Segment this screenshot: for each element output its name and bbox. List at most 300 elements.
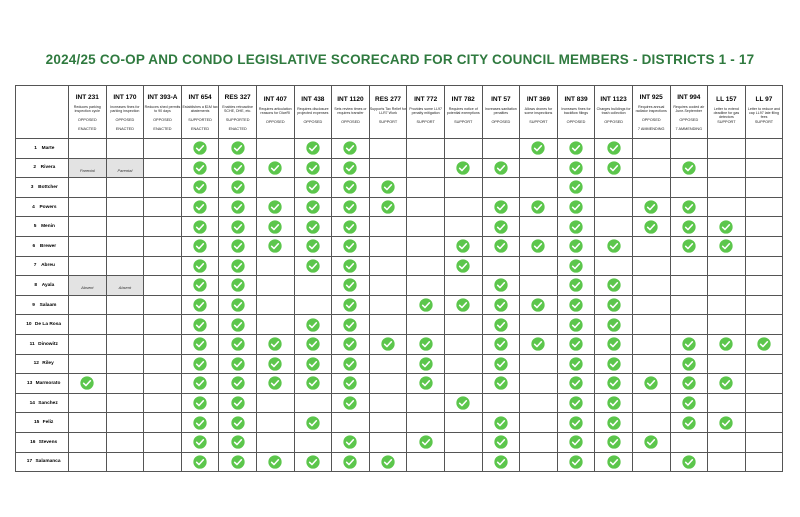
district-number: 11	[29, 341, 35, 347]
checkmark-circle-icon	[607, 357, 621, 371]
vote-cell	[144, 276, 182, 296]
vote-cell	[482, 354, 520, 374]
bill-header	[632, 86, 670, 139]
vote-cell	[294, 178, 332, 198]
checkmark-circle-icon	[268, 161, 282, 175]
checkmark-circle-icon	[569, 357, 583, 371]
district-number: 8	[34, 282, 38, 288]
bill-header	[219, 86, 257, 139]
checkmark-circle-icon	[231, 278, 245, 292]
checkmark-circle-icon	[306, 141, 320, 155]
checkmark-circle-icon	[644, 220, 658, 234]
vote-cell	[745, 178, 783, 198]
checkmark-circle-icon	[193, 416, 207, 430]
vote-cell	[632, 452, 670, 472]
vote-cell	[557, 295, 595, 315]
checkmark-circle-icon	[494, 298, 508, 312]
bill-header	[332, 86, 370, 139]
vote-cell	[69, 413, 107, 433]
vote-cell	[256, 354, 294, 374]
vote-cell	[181, 374, 219, 394]
bill-description: Reduces shed permits to 90 days	[144, 104, 181, 113]
vote-cell	[144, 256, 182, 276]
vote-cell	[407, 217, 445, 237]
checkmark-circle-icon	[193, 357, 207, 371]
vote-cell	[745, 432, 783, 452]
vote-cell	[595, 413, 633, 433]
member-cell	[16, 374, 69, 394]
vote-cell	[595, 432, 633, 452]
vote-cell	[520, 295, 558, 315]
vote-cell	[595, 217, 633, 237]
vote-cell	[219, 295, 257, 315]
vote-cell	[294, 393, 332, 413]
vote-cell	[332, 315, 370, 335]
table-row	[16, 236, 783, 256]
vote-note: Parental	[79, 167, 95, 173]
vote-cell	[106, 217, 144, 237]
vote-cell	[144, 334, 182, 354]
checkmark-circle-icon	[494, 455, 508, 469]
vote-cell	[181, 315, 219, 335]
vote-cell	[369, 139, 407, 159]
vote-cell	[219, 354, 257, 374]
vote-cell	[595, 295, 633, 315]
vote-cell	[294, 354, 332, 374]
vote-cell	[557, 178, 595, 198]
vote-cell	[256, 334, 294, 354]
checkmark-circle-icon	[569, 337, 583, 351]
vote-cell	[106, 236, 144, 256]
vote-cell	[595, 334, 633, 354]
bill-status: ENACTED	[228, 126, 247, 131]
vote-cell	[294, 236, 332, 256]
checkmark-circle-icon	[343, 161, 357, 175]
checkmark-circle-icon	[607, 416, 621, 430]
vote-cell	[670, 374, 708, 394]
checkmark-circle-icon	[306, 455, 320, 469]
checkmark-circle-icon	[607, 318, 621, 332]
vote-cell	[106, 334, 144, 354]
checkmark-circle-icon	[494, 200, 508, 214]
vote-cell	[219, 393, 257, 413]
bill-header	[557, 86, 595, 139]
member-name: Salamanca	[35, 459, 61, 465]
vote-cell	[256, 139, 294, 159]
vote-cell	[708, 178, 746, 198]
checkmark-circle-icon	[682, 357, 696, 371]
checkmark-circle-icon	[231, 200, 245, 214]
vote-cell	[144, 178, 182, 198]
vote-cell	[407, 276, 445, 296]
checkmark-circle-icon	[531, 239, 545, 253]
bill-description: Provides some LL97 penalty mitigation	[409, 106, 443, 115]
vote-cell	[670, 354, 708, 374]
bill-description: Reduces parking inspection cycle	[73, 104, 101, 113]
bill-stance: SUPPORT	[416, 119, 435, 124]
bill-header	[144, 86, 182, 139]
vote-cell	[557, 256, 595, 276]
checkmark-circle-icon	[607, 337, 621, 351]
vote-cell	[256, 178, 294, 198]
vote-cell	[557, 276, 595, 296]
bill-stance: OPPOSED	[153, 117, 172, 122]
vote-cell	[557, 354, 595, 374]
vote-cell	[745, 217, 783, 237]
checkmark-circle-icon	[343, 239, 357, 253]
vote-cell	[69, 158, 107, 178]
bill-stance: SUPPORT	[454, 119, 473, 124]
table-row	[16, 158, 783, 178]
vote-cell	[294, 139, 332, 159]
vote-cell	[444, 256, 482, 276]
bill-id: INT 772	[414, 95, 438, 103]
bill-id: INT 393-A	[147, 93, 178, 101]
checkmark-circle-icon	[306, 180, 320, 194]
vote-cell	[106, 374, 144, 394]
table-row	[16, 374, 783, 394]
vote-cell	[444, 217, 482, 237]
checkmark-circle-icon	[231, 220, 245, 234]
vote-cell	[106, 139, 144, 159]
vote-cell	[219, 236, 257, 256]
checkmark-circle-icon	[231, 318, 245, 332]
vote-cell	[482, 374, 520, 394]
member-cell	[16, 295, 69, 315]
vote-cell	[632, 393, 670, 413]
bill-stance: OPPOSED	[679, 117, 699, 122]
district-number: 1	[34, 145, 37, 151]
member-name: Riley	[42, 361, 54, 367]
vote-cell	[745, 354, 783, 374]
checkmark-circle-icon	[682, 416, 696, 430]
vote-cell	[670, 158, 708, 178]
vote-cell	[369, 236, 407, 256]
vote-note: Absent	[118, 285, 132, 291]
vote-cell	[670, 139, 708, 159]
vote-cell	[520, 315, 558, 335]
vote-cell	[482, 178, 520, 198]
checkmark-circle-icon	[569, 298, 583, 312]
vote-cell	[632, 354, 670, 374]
vote-cell	[670, 217, 708, 237]
table-row	[16, 139, 783, 159]
vote-cell	[69, 178, 107, 198]
vote-cell	[69, 256, 107, 276]
bill-description: Enables retroactive SCHE, DHE, etc.	[222, 104, 254, 113]
member-name: Bottcher	[38, 184, 58, 190]
checkmark-circle-icon	[381, 200, 395, 214]
vote-cell	[670, 236, 708, 256]
checkmark-circle-icon	[231, 259, 245, 273]
checkmark-circle-icon	[306, 239, 320, 253]
vote-cell	[181, 158, 219, 178]
checkmark-circle-icon	[193, 141, 207, 155]
vote-note: Parental	[117, 167, 133, 173]
checkmark-circle-icon	[607, 376, 621, 390]
vote-cell	[595, 256, 633, 276]
vote-cell	[294, 432, 332, 452]
bill-stance: SUPPORT	[754, 119, 774, 124]
vote-cell	[632, 139, 670, 159]
checkmark-circle-icon	[494, 357, 508, 371]
vote-cell	[181, 295, 219, 315]
bill-id: INT 994	[677, 93, 701, 101]
bill-description: Increases fines for parking inspection	[110, 104, 140, 113]
vote-cell	[520, 432, 558, 452]
checkmark-circle-icon	[381, 337, 395, 351]
vote-cell	[219, 158, 257, 178]
table-row	[16, 295, 783, 315]
checkmark-circle-icon	[343, 357, 357, 371]
vote-cell	[520, 374, 558, 394]
vote-cell	[745, 393, 783, 413]
vote-cell	[708, 393, 746, 413]
vote-cell	[106, 178, 144, 198]
vote-cell	[482, 139, 520, 159]
vote-cell	[144, 139, 182, 159]
vote-cell	[144, 354, 182, 374]
vote-cell	[407, 295, 445, 315]
vote-cell	[369, 256, 407, 276]
vote-cell	[482, 315, 520, 335]
vote-cell	[144, 236, 182, 256]
district-number: 14	[29, 400, 35, 406]
vote-cell	[745, 197, 783, 217]
vote-cell	[332, 393, 370, 413]
vote-cell	[144, 217, 182, 237]
vote-cell	[444, 158, 482, 178]
vote-cell	[444, 374, 482, 394]
member-cell	[16, 236, 69, 256]
vote-cell	[595, 354, 633, 374]
vote-cell	[482, 236, 520, 256]
vote-cell	[745, 295, 783, 315]
checkmark-circle-icon	[231, 357, 245, 371]
vote-cell	[670, 452, 708, 472]
bill-header	[407, 86, 445, 139]
bill-id: LL 157	[716, 95, 737, 103]
vote-cell	[181, 256, 219, 276]
checkmark-circle-icon	[343, 141, 357, 155]
vote-cell	[745, 315, 783, 335]
bill-header	[444, 86, 482, 139]
vote-cell	[632, 256, 670, 276]
bill-stance: OPPOSED	[604, 119, 623, 124]
checkmark-circle-icon	[231, 376, 245, 390]
bill-description: Requires cooled air June-September	[673, 104, 705, 113]
vote-cell	[482, 197, 520, 217]
checkmark-circle-icon	[231, 239, 245, 253]
bill-header	[520, 86, 558, 139]
vote-cell	[670, 178, 708, 198]
bill-description: Allows drones for some inspections	[524, 106, 553, 115]
vote-cell	[482, 334, 520, 354]
vote-cell	[294, 256, 332, 276]
bill-id: INT 925	[639, 93, 663, 101]
checkmark-circle-icon	[231, 337, 245, 351]
member-name: Sanchez	[38, 400, 58, 406]
checkmark-circle-icon	[569, 318, 583, 332]
vote-cell	[444, 139, 482, 159]
member-cell	[16, 256, 69, 276]
district-number: 2	[33, 165, 36, 171]
checkmark-circle-icon	[456, 298, 470, 312]
vote-cell	[407, 158, 445, 178]
vote-cell	[670, 295, 708, 315]
vote-cell	[520, 452, 558, 472]
checkmark-circle-icon	[419, 298, 433, 312]
vote-cell	[106, 354, 144, 374]
vote-cell	[256, 276, 294, 296]
member-name: Dinowitz	[38, 341, 58, 347]
checkmark-circle-icon	[193, 180, 207, 194]
district-number: 9	[32, 302, 35, 308]
vote-cell	[745, 158, 783, 178]
vote-cell	[520, 236, 558, 256]
vote-cell	[219, 256, 257, 276]
vote-cell	[144, 374, 182, 394]
checkmark-circle-icon	[682, 239, 696, 253]
vote-cell	[708, 256, 746, 276]
vote-cell	[444, 197, 482, 217]
vote-cell	[69, 295, 107, 315]
table-row	[16, 276, 783, 296]
vote-cell	[332, 178, 370, 198]
vote-cell	[444, 452, 482, 472]
vote-cell	[219, 139, 257, 159]
bill-description: Letter to reduce and cap LL97 late filing fees	[747, 106, 781, 120]
vote-cell	[670, 393, 708, 413]
checkmark-circle-icon	[719, 337, 733, 351]
checkmark-circle-icon	[193, 435, 207, 449]
vote-cell	[181, 217, 219, 237]
bill-header	[181, 86, 219, 139]
checkmark-circle-icon	[682, 200, 696, 214]
checkmark-circle-icon	[569, 220, 583, 234]
vote-cell	[632, 432, 670, 452]
vote-cell	[482, 158, 520, 178]
table-row	[16, 178, 783, 198]
checkmark-circle-icon	[343, 200, 357, 214]
checkmark-circle-icon	[569, 161, 583, 175]
bill-id: INT 170	[113, 93, 137, 101]
vote-cell	[106, 276, 144, 296]
bill-id: LL 97	[755, 95, 773, 103]
checkmark-circle-icon	[531, 298, 545, 312]
vote-cell	[369, 354, 407, 374]
member-cell	[16, 217, 69, 237]
vote-cell	[407, 334, 445, 354]
checkmark-circle-icon	[419, 435, 433, 449]
vote-cell	[444, 413, 482, 433]
vote-cell	[332, 197, 370, 217]
bill-id: INT 369	[526, 95, 550, 103]
scorecard-table	[15, 85, 783, 472]
vote-cell	[557, 139, 595, 159]
vote-cell	[69, 236, 107, 256]
checkmark-circle-icon	[231, 416, 245, 430]
vote-cell	[632, 217, 670, 237]
checkmark-circle-icon	[569, 435, 583, 449]
bill-description: Requires disclosure projected expenses	[297, 106, 329, 115]
bill-stance: SUPPORT	[378, 119, 398, 124]
vote-cell	[369, 158, 407, 178]
bill-stance: OPPOSED	[491, 119, 511, 124]
vote-cell	[219, 276, 257, 296]
checkmark-circle-icon	[682, 161, 696, 175]
member-cell	[16, 334, 69, 354]
bill-stance: OPPOSED	[303, 119, 323, 124]
bill-stance: SUPPORT	[717, 119, 736, 124]
checkmark-circle-icon	[719, 416, 733, 430]
checkmark-circle-icon	[343, 220, 357, 234]
checkmark-circle-icon	[80, 376, 94, 390]
vote-cell	[181, 413, 219, 433]
vote-cell	[444, 354, 482, 374]
vote-cell	[557, 158, 595, 178]
checkmark-circle-icon	[193, 396, 207, 410]
vote-cell	[557, 197, 595, 217]
vote-cell	[332, 334, 370, 354]
checkmark-circle-icon	[569, 200, 583, 214]
vote-cell	[520, 158, 558, 178]
checkmark-circle-icon	[193, 318, 207, 332]
vote-cell	[557, 374, 595, 394]
vote-cell	[444, 334, 482, 354]
vote-cell	[369, 178, 407, 198]
vote-cell	[520, 256, 558, 276]
checkmark-circle-icon	[306, 357, 320, 371]
member-name: Powers	[39, 204, 57, 210]
checkmark-circle-icon	[682, 220, 696, 234]
vote-cell	[595, 139, 633, 159]
vote-cell	[369, 334, 407, 354]
vote-cell	[69, 334, 107, 354]
vote-cell	[144, 432, 182, 452]
vote-cell	[332, 276, 370, 296]
member-cell	[16, 315, 69, 335]
district-number: 10	[26, 322, 32, 328]
vote-cell	[520, 178, 558, 198]
table-row	[16, 354, 783, 374]
bill-description: Charges buildings for trash collection	[596, 106, 631, 115]
bill-stance: SUPPORTED	[188, 117, 212, 122]
checkmark-circle-icon	[456, 161, 470, 175]
bill-stance: OPPOSED	[77, 117, 97, 122]
vote-cell	[181, 452, 219, 472]
member-name: Marte	[41, 145, 55, 151]
checkmark-circle-icon	[343, 435, 357, 449]
vote-cell	[482, 432, 520, 452]
vote-cell	[144, 413, 182, 433]
vote-cell	[745, 256, 783, 276]
member-name: Ayala	[41, 282, 55, 288]
vote-cell	[444, 393, 482, 413]
checkmark-circle-icon	[419, 376, 433, 390]
member-name: Rivera	[40, 165, 56, 171]
bill-header	[256, 86, 294, 139]
checkmark-circle-icon	[193, 220, 207, 234]
checkmark-circle-icon	[682, 396, 696, 410]
member-cell	[16, 197, 69, 217]
vote-cell	[256, 197, 294, 217]
vote-cell	[708, 276, 746, 296]
member-cell	[16, 158, 69, 178]
vote-cell	[595, 236, 633, 256]
vote-cell	[482, 393, 520, 413]
vote-cell	[595, 276, 633, 296]
